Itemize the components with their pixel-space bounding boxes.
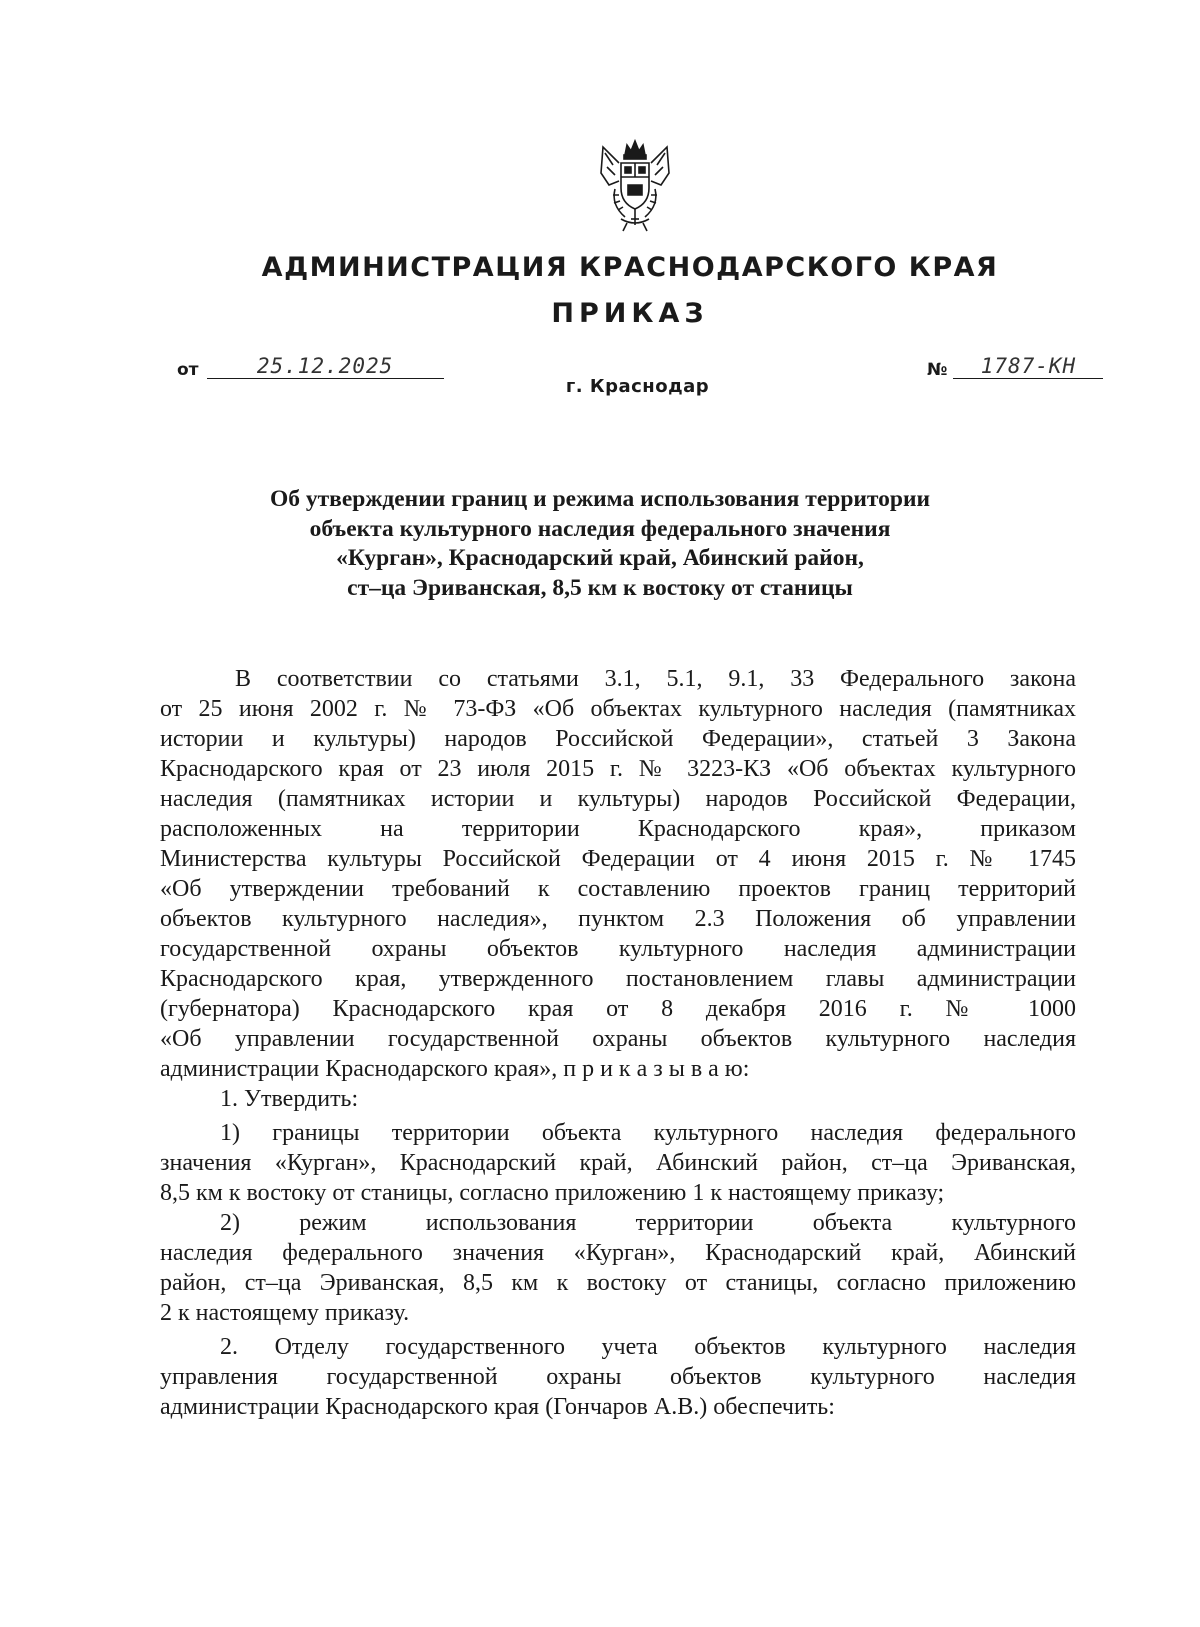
body-line: администрации Краснодарского края», п р и к а з ы в а ю: <box>160 1056 750 1082</box>
body-line: управления государственной охраны объектов культурного наследия <box>160 1364 1076 1390</box>
body-line: государственной охраны объектов культурного наследия администрации <box>160 936 1076 962</box>
body-line: «Об управлении государственной охраны объектов культурного наследия <box>160 1026 1076 1052</box>
title-line: Об утверждении границ и режима использования территории <box>269 486 931 512</box>
body-line: значения «Курган», Краснодарский край, Абинский район, ст–ца Эриванская, <box>160 1150 1076 1176</box>
body-line: (губернатора) Краснодарского края от 8 декабря 2016 г. № 1000 <box>160 996 1076 1022</box>
document-type: ПРИКАЗ <box>551 298 709 329</box>
organization-name: АДМИНИСТРАЦИЯ КРАСНОДАРСКОГО КРАЯ <box>261 252 999 283</box>
body-line: 1. Утвердить: <box>220 1086 359 1112</box>
date-value: 25.12.2025 <box>256 354 394 378</box>
date-prefix: от <box>177 360 199 380</box>
body-line: Министерства культуры Российской Федерации от 4 июня 2015 г. № 1745 <box>160 846 1076 872</box>
title-line: ст–ца Эриванская, 8,5 км к востоку от станицы <box>347 574 853 601</box>
body-line: наследия (памятниках истории и культуры) народов Российской Федерации, <box>160 786 1076 812</box>
body-line: Краснодарского края, утвержденного постановлением главы администрации <box>160 966 1076 992</box>
body-line: 1) границы территории объекта культурного наследия федерального <box>220 1120 1076 1146</box>
document-body <box>160 664 1076 1422</box>
body-line: объектов культурного наследия», пунктом 2.3 Положения об управлении <box>160 906 1076 932</box>
body-line: 2. Отделу государственного учета объектов культурного наследия <box>220 1334 1076 1360</box>
title-line: «Курган», Краснодарский край, Абинский район, <box>336 545 864 571</box>
city-name: г. Краснодар <box>565 376 710 397</box>
body-line: Краснодарского края от 23 июля 2015 г. № 3223-КЗ «Об объектах культурного <box>160 756 1076 782</box>
number-prefix: № <box>927 360 948 380</box>
body-line: 8,5 км к востоку от станицы, согласно приложению 1 к настоящему приказу; <box>160 1180 945 1206</box>
body-line: 2) режим использования территории объекта культурного <box>220 1210 1076 1236</box>
body-line: 2 к настоящему приказу. <box>160 1300 410 1326</box>
body-line: район, ст–ца Эриванская, 8,5 км к востоку от станицы, согласно приложению <box>160 1270 1076 1296</box>
body-line: «Об утверждении требований к составлению проектов границ территорий <box>160 876 1076 902</box>
title-line: объекта культурного наследия федерального значения <box>309 515 891 542</box>
body-line: В соответствии со статьями 3.1, 5.1, 9.1, 33 Федерального закона <box>235 666 1076 692</box>
body-line: истории и культуры) народов Российской Федерации», статьей 3 Закона <box>160 726 1076 752</box>
document-title <box>160 485 1040 603</box>
number-value: 1787-КН <box>980 354 1077 378</box>
body-line: от 25 июня 2002 г. № 73-ФЗ «Об объектах культурного наследия (памятниках <box>160 696 1076 722</box>
body-line: расположенных на территории Краснодарского края», приказом <box>160 816 1076 842</box>
coat-of-arms-icon <box>595 133 675 233</box>
body-line: наследия федерального значения «Курган», Краснодарский край, Абинский <box>160 1240 1076 1266</box>
body-line: администрации Краснодарского края (Гончаров А.В.) обеспечить: <box>160 1394 835 1420</box>
